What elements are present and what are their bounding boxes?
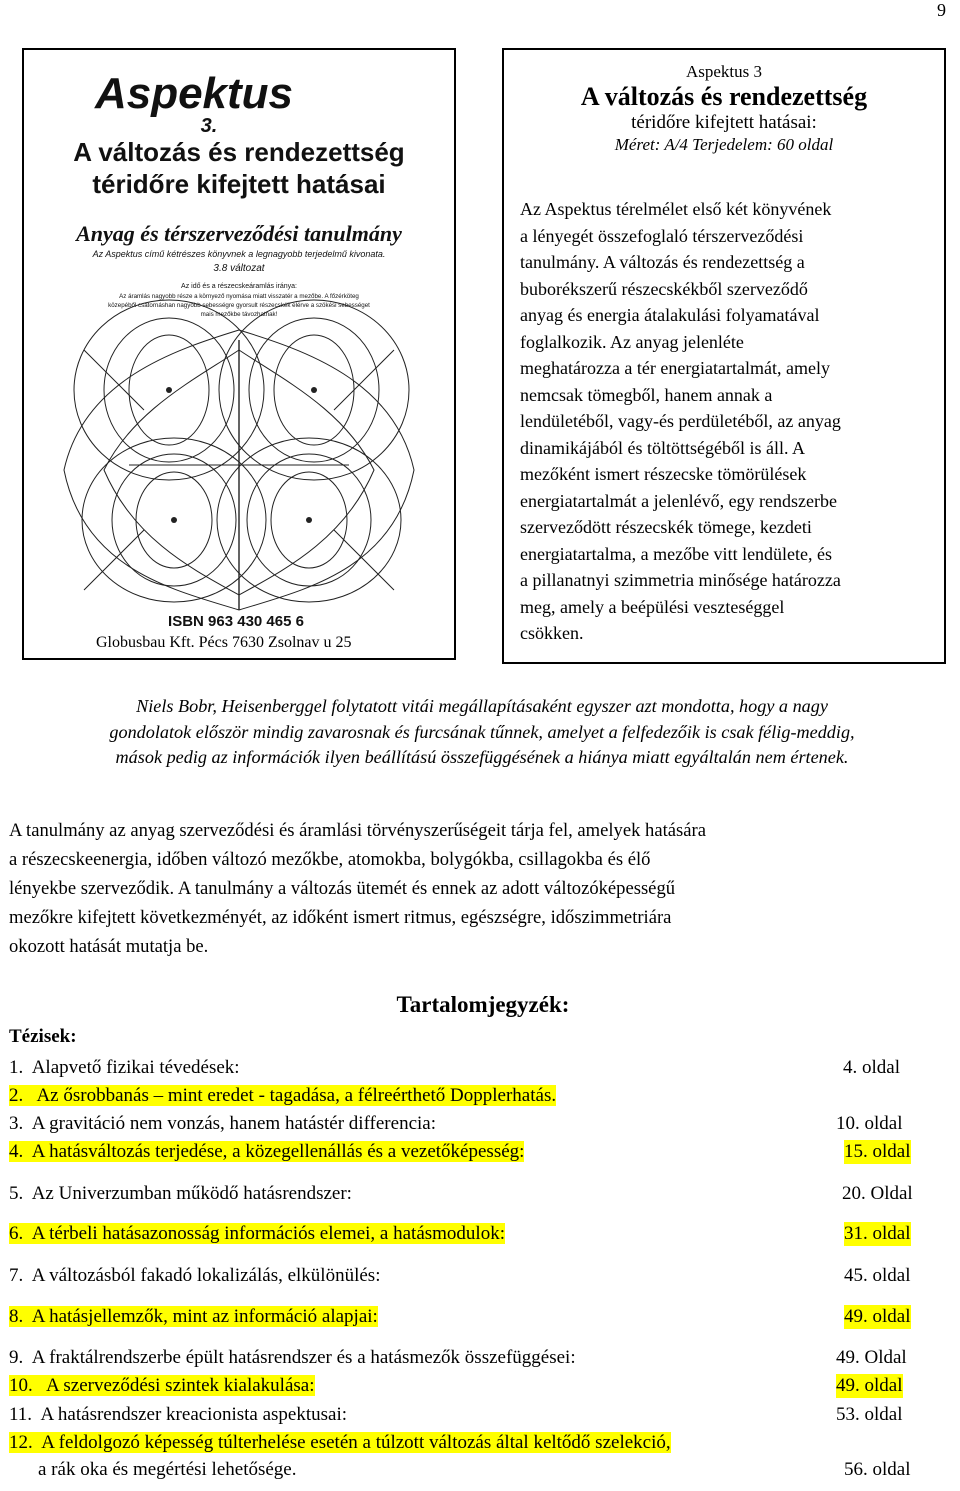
toc-page-6: 31. oldal [844, 1223, 911, 1244]
toc-page-4: 15. oldal [844, 1141, 911, 1162]
toc-page-7: 45. oldal [844, 1265, 911, 1286]
desc-line: meg, amely a beépülési veszteséggel [520, 596, 785, 617]
cover-version: 3.8 változat [213, 263, 265, 274]
desc-line: dinamikájából és töltöttségéből is áll. A [520, 437, 805, 458]
toc-page-11: 53. oldal [836, 1404, 903, 1425]
desc-line: lendületéből, vagy-és perdületéből, az anyag [520, 411, 841, 431]
cover-note-title: Az idő és a részecskeáramlás iránya: [181, 283, 297, 290]
page-number: 9 [937, 0, 946, 20]
desc-line: buborékszerű részecskékből szerveződő [520, 278, 808, 299]
desc-line: energiatartalmát a jelenlévő, egy rendszerbe [520, 490, 838, 511]
quote-line: Niels Bobr, Heisenberggel folytatott vitái megállapításaként egyszer azt mondotta, hogy a nagy [136, 696, 828, 716]
toc-item-8: 8. A hatásjellemzők, mint az információ alapjai: [9, 1306, 378, 1327]
toc-item-9: 9. A fraktálrendszerbe épült hatásrendszer és a hatásmezők összefüggései: [9, 1347, 576, 1368]
cover-note-line2: közepéből csatornáshan nagyobb sebességre gyorsult részecskék elérve a szökési sebességet [108, 302, 370, 309]
info-meta: Méret: A/4 Terjedelem: 60 oldal [614, 135, 834, 154]
cover-illustration [24, 50, 454, 658]
cover-title-line2: téridőre kifejtett hatásai [92, 169, 386, 199]
toc-item-11: 11. A hatásrendszer kreacionista aspektusai: [9, 1404, 348, 1425]
toc-page-9: 49. Oldal [836, 1347, 907, 1368]
toc-item-5: 5. Az Univerzumban működő hatásrendszer: [9, 1183, 352, 1204]
desc-line: a pillanatnyi szimmetria minősége határozza [520, 570, 841, 590]
toc-item-6: 6. A térbeli hatásazonosság információs elemei, a hatásmodulok: [9, 1223, 505, 1244]
desc-line: Az Aspektus térelmélet első két könyvének [520, 199, 832, 219]
toc-item-1: 1. Alapvető fizikai tévedések: [9, 1057, 240, 1078]
toc-item-7: 7. A változásból fakadó lokalizálás, elkülönülés: [9, 1265, 381, 1286]
intro-line: okozott hatását mutatja be. [9, 936, 209, 957]
cover-tagline: Az Aspektus című kétrészes könyvnek a legnagyobb terjedelmű kivonata. [92, 249, 386, 259]
info-description [520, 196, 930, 647]
toc-item-12-continuation: a rák oka és megértési lehetősége. [38, 1459, 297, 1480]
toc-item-12: 12. A feldolgozó képesség túlterhelése esetén a túlzott változás által keltődő szelekció, [9, 1432, 671, 1453]
toc-heading: Tartalomjegyzék: [396, 992, 570, 1017]
cover-note-line3: mais mezőkbe távozhatnak! [200, 311, 278, 318]
desc-line: csökken. [520, 623, 584, 643]
toc-page-8: 49. oldal [844, 1306, 911, 1327]
desc-line: foglalkozik. Az anyag jelenléte [520, 331, 744, 352]
intro-paragraph [9, 816, 953, 961]
toc-page-10: 49. oldal [836, 1375, 903, 1396]
info-title: A változás és rendezettség [580, 82, 868, 111]
intro-line: A tanulmány az anyag szerveződési és áramlási törvényszerűségeit tárja fel, amelyek hatására [9, 820, 706, 841]
book-cover [22, 48, 456, 660]
toc-item-10: 10. A szerveződési szintek kialakulása: [9, 1375, 315, 1396]
field-centers [166, 387, 317, 523]
toc-item-3: 3. A gravitáció nem vonzás, hanem hatástér differencia: [9, 1113, 436, 1134]
info-subtitle: téridőre kifejtett hatásai: [631, 112, 817, 133]
toc-item-4: 4. A hatásváltozás terjedése, a közegellenállás és a vezetőképesség: [9, 1141, 525, 1162]
cover-isbn: ISBN 963 430 465 6 [168, 613, 304, 630]
desc-line: szerveződött részecskék tömege, kezdeti [520, 517, 812, 537]
desc-line: anyag és energia átalakulási folyamatával [520, 305, 820, 325]
toc-item-2: 2. Az ősrobbanás – mint eredet - tagadása, a félreérthető Dopplerhatás. [9, 1085, 557, 1106]
cover-publisher: Globusbau Kft. Pécs 7630 Zsolnav u 25 [96, 634, 352, 651]
toc-page-12: 56. oldal [844, 1459, 911, 1480]
desc-line: energiatartalma, a mezőbe vitt lendülete, és [520, 543, 833, 564]
quote-line: mások pedig az információk ilyen beállítású összefüggésének a hiánya miatt egyáltalán nem értenek. [115, 747, 849, 767]
bohr-quote [10, 694, 954, 771]
cover-subtitle: Anyag és térszerveződési tanulmány [76, 221, 402, 246]
cover-volume: 3. [200, 115, 218, 137]
desc-line: mezőként ismert részecske tömörülések [520, 464, 807, 484]
intro-line: lényekbe szerveződik. A tanulmány a változás ütemét és ennek az adott változóképességű [9, 878, 676, 899]
desc-line: a lényegét összefoglaló térszerveződési [520, 225, 804, 246]
desc-line: meghatározza a tér energiatartalmát, amely [520, 358, 830, 378]
theses-label: Tézisek: [9, 1026, 77, 1047]
quote-line: gondolatok először mindig zavarosnak és furcsának tűnnek, amelyet a felfedezőik is csak félig-meddig, [109, 721, 855, 742]
desc-line: tanulmány. A változás és rendezettség a [520, 252, 805, 272]
intro-line: a részecskeenergia, időben változó mezőkbe, atomokba, bolygókba, csillagokba és élő [9, 849, 651, 870]
toc-page-3: 10. oldal [836, 1113, 903, 1134]
cover-title-line1: A változás és rendezettség [73, 137, 405, 167]
intro-line: mezőkre kifejtett következményét, az időként ismert ritmus, egészségre, időszimmetriára [9, 907, 672, 928]
book-info-box [502, 48, 946, 664]
cover-note-line1: Az áramlás nagyobb része a környező nyomása miatt visszatér a mezőbe. A főzérköteg [119, 293, 359, 300]
toc-page-1: 4. oldal [843, 1057, 900, 1078]
cover-series: Aspektus [94, 69, 294, 118]
toc-page-5: 20. Oldal [842, 1183, 913, 1204]
info-series: Aspektus 3 [685, 62, 763, 81]
field-lines-diagram [64, 300, 414, 610]
desc-line: nemcsak tömegből, hanem annak a [520, 384, 773, 405]
